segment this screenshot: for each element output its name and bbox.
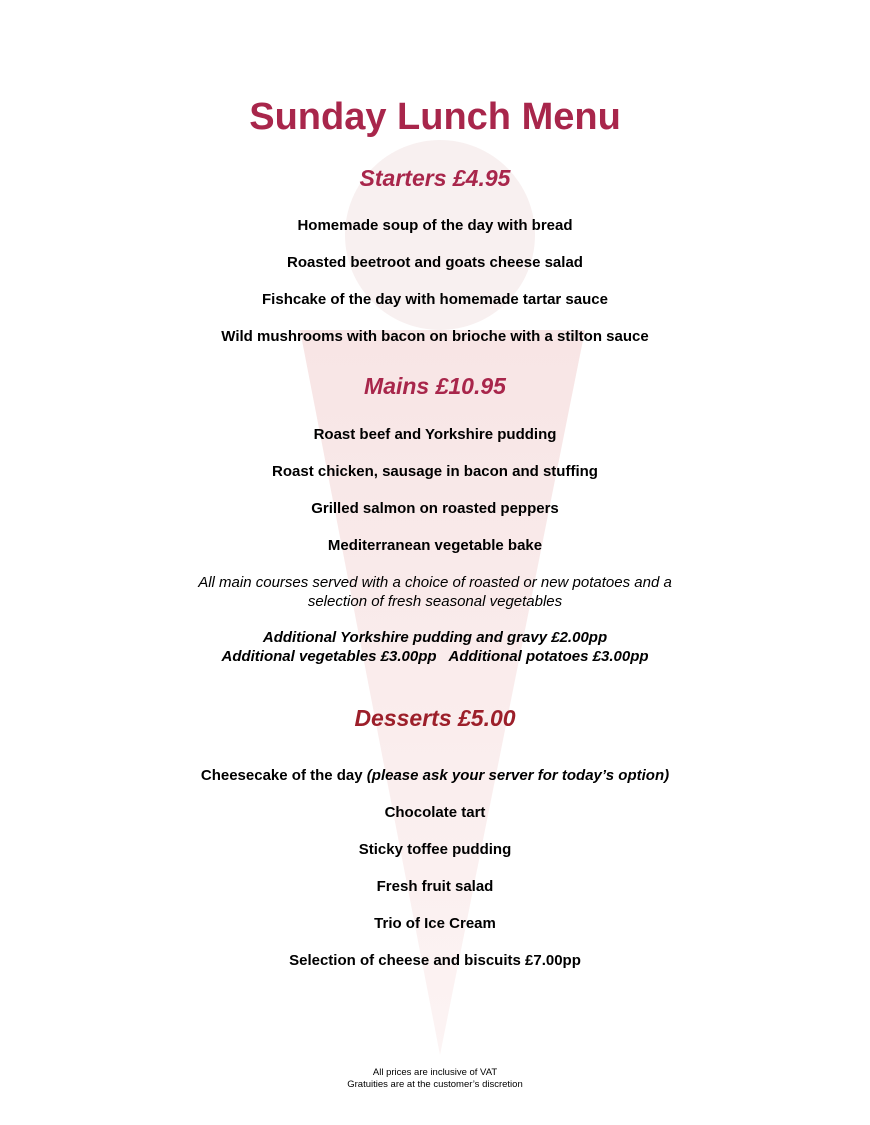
starter-item: Wild mushrooms with bacon on brioche with a stilton sauce xyxy=(221,328,649,345)
mains-heading: Mains £10.95 xyxy=(364,373,506,399)
dessert-item xyxy=(0,767,870,784)
footer-vat-note: All prices are inclusive of VAT xyxy=(372,1067,498,1078)
dessert-item: Chocolate tart xyxy=(384,804,486,821)
mains-note-line: selection of fresh seasonal vegetables xyxy=(307,593,563,610)
footer-gratuity-note: Gratuities are at the customer’s discretion xyxy=(347,1079,523,1090)
mains-note-line: All main courses served with a choice of roasted or new potatoes and a xyxy=(198,574,672,591)
main-item: Roast beef and Yorkshire pudding xyxy=(313,426,557,443)
page-title: Sunday Lunch Menu xyxy=(249,96,621,138)
main-item: Mediterranean vegetable bake xyxy=(327,537,543,554)
dessert-item: Trio of Ice Cream xyxy=(374,915,496,932)
starter-item: Fishcake of the day with homemade tartar sauce xyxy=(262,291,608,308)
desserts-heading: Desserts £5.00 xyxy=(354,705,516,731)
starter-item: Roasted beetroot and goats cheese salad xyxy=(287,254,583,271)
extras-line: Additional Yorkshire pudding and gravy £2.00pp xyxy=(262,629,608,646)
main-item: Roast chicken, sausage in bacon and stuffing xyxy=(272,463,598,480)
dessert-item-note: (please ask your server for today’s option) xyxy=(366,767,670,784)
dessert-item-label: Cheesecake of the day xyxy=(200,767,363,784)
dessert-item: Sticky toffee pudding xyxy=(358,841,512,858)
mains-extras xyxy=(0,628,870,666)
main-item: Grilled salmon on roasted peppers xyxy=(311,500,559,517)
extras-line: Additional vegetables £3.00pp Additional potatoes £3.00pp xyxy=(221,648,649,665)
dessert-item: Selection of cheese and biscuits £7.00pp xyxy=(289,952,581,969)
starter-item: Homemade soup of the day with bread xyxy=(297,217,573,234)
footer xyxy=(0,1067,870,1091)
starters-heading: Starters £4.95 xyxy=(359,165,511,191)
mains-note xyxy=(0,573,870,611)
dessert-item: Fresh fruit salad xyxy=(376,878,494,895)
